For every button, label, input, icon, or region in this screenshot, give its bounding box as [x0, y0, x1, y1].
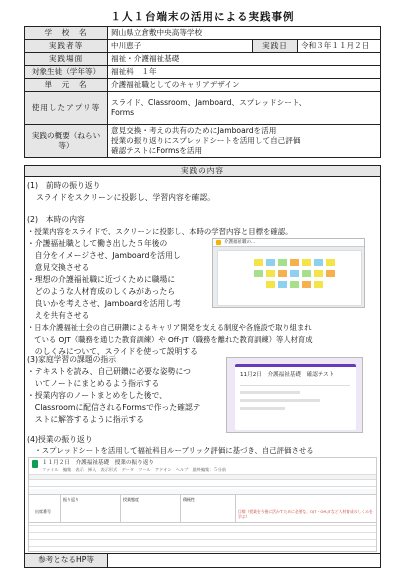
- sticky-note: [326, 270, 335, 277]
- sticky-note: [314, 270, 323, 277]
- scene-value: 福祉・介護福祉基礎: [108, 53, 381, 66]
- summary-label: 実践の概要（ねらい等）: [25, 125, 108, 158]
- forms-card: [235, 364, 356, 430]
- jamboard-logo-icon: [216, 240, 221, 245]
- section3-title: (3)家庭学習の課題の指示: [27, 355, 117, 364]
- jamboard-canvas: [217, 250, 362, 306]
- cell-attendance-number: 出席番号: [35, 509, 51, 514]
- section2-line1: ・授業内容をスライドで、スクリーンに投影し、本時の学習内容と目標を確認。: [27, 227, 293, 236]
- section4-line1: ・スプレッドシートを活用して福祉科目ルーブリック評価に基づき、自己評価させる: [27, 446, 314, 455]
- sticky-note: [278, 270, 287, 277]
- sticky-note: [290, 259, 299, 266]
- sticky-note: [302, 281, 311, 288]
- apps-line-1: スライド、Classroom、Jamboard、スプレッドシート、: [111, 98, 307, 107]
- target-value: 福祉科 １年: [108, 66, 381, 79]
- reference-hp-label: 参考となるHP等: [25, 554, 108, 567]
- content-header: 実践の内容: [24, 165, 381, 177]
- sheet-title: １１月２日 介護福祉基礎 授業の振り返り: [42, 460, 154, 466]
- sheet-row-line: [29, 539, 376, 540]
- date-label: 実践日: [253, 40, 298, 53]
- cell-attitude: 授業態度: [123, 497, 139, 502]
- sheet-menu: ファイル 編集 表示 挿入 表示形式 データ ツール アドオン ヘルプ 最終編集：５分前: [42, 467, 226, 472]
- section2-title: (2) 本時の内容: [27, 215, 85, 224]
- unit-label: 単 元 名: [25, 79, 108, 92]
- sheet-row-line: [29, 525, 376, 526]
- sticky-note: [254, 259, 263, 266]
- section3-line4: Classroomに配信されるFormsで作った確認テ: [27, 403, 201, 412]
- section2-line9: ・日本介護福祉士会の自己研鑽によるキャリア開発を支える制度や各施設で取り組まれ: [27, 323, 312, 332]
- spreadsheet-screenshot: [28, 457, 377, 552]
- jamboard-screenshot: [212, 238, 365, 308]
- sticky-note: [254, 270, 263, 277]
- cell-divider: [235, 495, 236, 523]
- section3-line5: ストに解答するように指示する: [27, 415, 144, 424]
- section1-title: (1) 前時の振り返り: [27, 181, 101, 190]
- section2-line11: のしくみについて、スライドを使って説明する: [27, 347, 198, 356]
- section2-line10: ている OJT（職務を通じた教育訓練）や Off-JT（職務を離れた教育訓練）等人材育成: [27, 335, 313, 344]
- footer-row: [24, 554, 381, 568]
- forms-placeholder-line: [240, 407, 285, 410]
- sticky-note: [314, 281, 323, 288]
- sticky-note: [314, 259, 323, 266]
- sticky-note: [266, 270, 275, 277]
- section2-line7: 良いかを考えさせ、Jamboardを活用し考: [27, 299, 181, 308]
- practitioner-value: 中川恵子: [108, 40, 253, 53]
- formula-bar: [29, 482, 376, 487]
- section3-line3: ・授業内容のノートまとめをした後で、: [27, 391, 167, 400]
- summary-value: [108, 125, 381, 158]
- jamboard-toolbar: [213, 239, 364, 247]
- summary-line-1: 意見交換・考えの共有のためにJamboardを活用: [111, 126, 277, 135]
- section2-line5: ・理想の介護福祉職に近づくために職場に: [27, 275, 176, 284]
- sticky-note: [266, 281, 275, 288]
- school-value: 岡山県立倉敷中央高等学校: [108, 27, 381, 40]
- sticky-note: [290, 281, 299, 288]
- sticky-note: [326, 259, 335, 266]
- cell-divider: [120, 495, 121, 523]
- forms-placeholder-line: [240, 399, 320, 402]
- sheet-header-row: [29, 495, 376, 523]
- apps-value: [108, 92, 381, 125]
- summary-line-3: 確認テストにFormsを活用: [111, 146, 203, 155]
- sheets-logo-icon: [32, 460, 38, 468]
- section2-line8: えを共有させる: [27, 311, 90, 320]
- forms-divider: [240, 385, 350, 386]
- sheet-toolbar: [29, 474, 376, 480]
- cell-reflection: 振り返り: [63, 497, 79, 502]
- section1-line1: スライドをスクリーンに投影し、学習内容を確認。: [36, 193, 215, 202]
- section2-line3: 自分をイメージさせ、Jamboardを活用し: [27, 251, 181, 260]
- apps-line-2: Forms: [111, 108, 135, 117]
- cell-goal: 目標（授業を今後に活かすために必要な、OJT・Off-JTなど人材育成のしくみを学ぶ）: [238, 509, 373, 519]
- apps-label: 使用したアプリ等: [25, 92, 108, 125]
- date-value: 令和３年１１月２日: [298, 40, 381, 53]
- scene-label: 実践場面: [25, 53, 108, 66]
- cell-initiative: 積極性: [183, 497, 195, 502]
- sticky-note: [278, 281, 287, 288]
- sticky-note: [290, 270, 299, 277]
- sticky-note: [278, 259, 287, 266]
- sheet-row-line: [29, 532, 376, 533]
- summary-line-2: 授業の振り返りにスプレッドシートを活用して自己評価: [111, 136, 301, 145]
- section2-line4: 意見交換させる: [27, 263, 90, 272]
- section3-line2: いてノートにまとめるよう指示する: [27, 379, 160, 388]
- sticky-note: [302, 259, 311, 266]
- unit-value: 介護福祉職としてのキャリアデザイン: [108, 79, 381, 92]
- section2-line6: どのような人材育成のしくみがあったら: [27, 287, 176, 296]
- school-label: 学 校 名: [25, 27, 108, 40]
- cell-divider: [60, 495, 61, 523]
- practitioner-label: 実践者等: [25, 40, 108, 53]
- forms-placeholder-line: [240, 391, 300, 394]
- forms-title: 11月2日 介護福祉基礎 確認テスト: [240, 372, 335, 378]
- sticky-note: [266, 259, 275, 266]
- target-label: 対象生徒（学年等）: [25, 66, 108, 79]
- section4-title: (4)授業の振り返り: [27, 435, 93, 444]
- header-table: [24, 26, 381, 158]
- jamboard-title: 介護福祉職の...: [224, 240, 256, 245]
- sheet-row-line: [29, 546, 376, 547]
- section2-line2: ・介護福祉職として働き出した５年後の: [27, 239, 168, 248]
- sticky-note: [302, 270, 311, 277]
- forms-screenshot: [226, 357, 363, 433]
- page-title: １人１台端末の活用による実践事例: [110, 11, 295, 23]
- section3-line1: ・テキストを読み、自己研鑽に必要な姿勢につ: [27, 367, 191, 376]
- cell-divider: [180, 495, 181, 523]
